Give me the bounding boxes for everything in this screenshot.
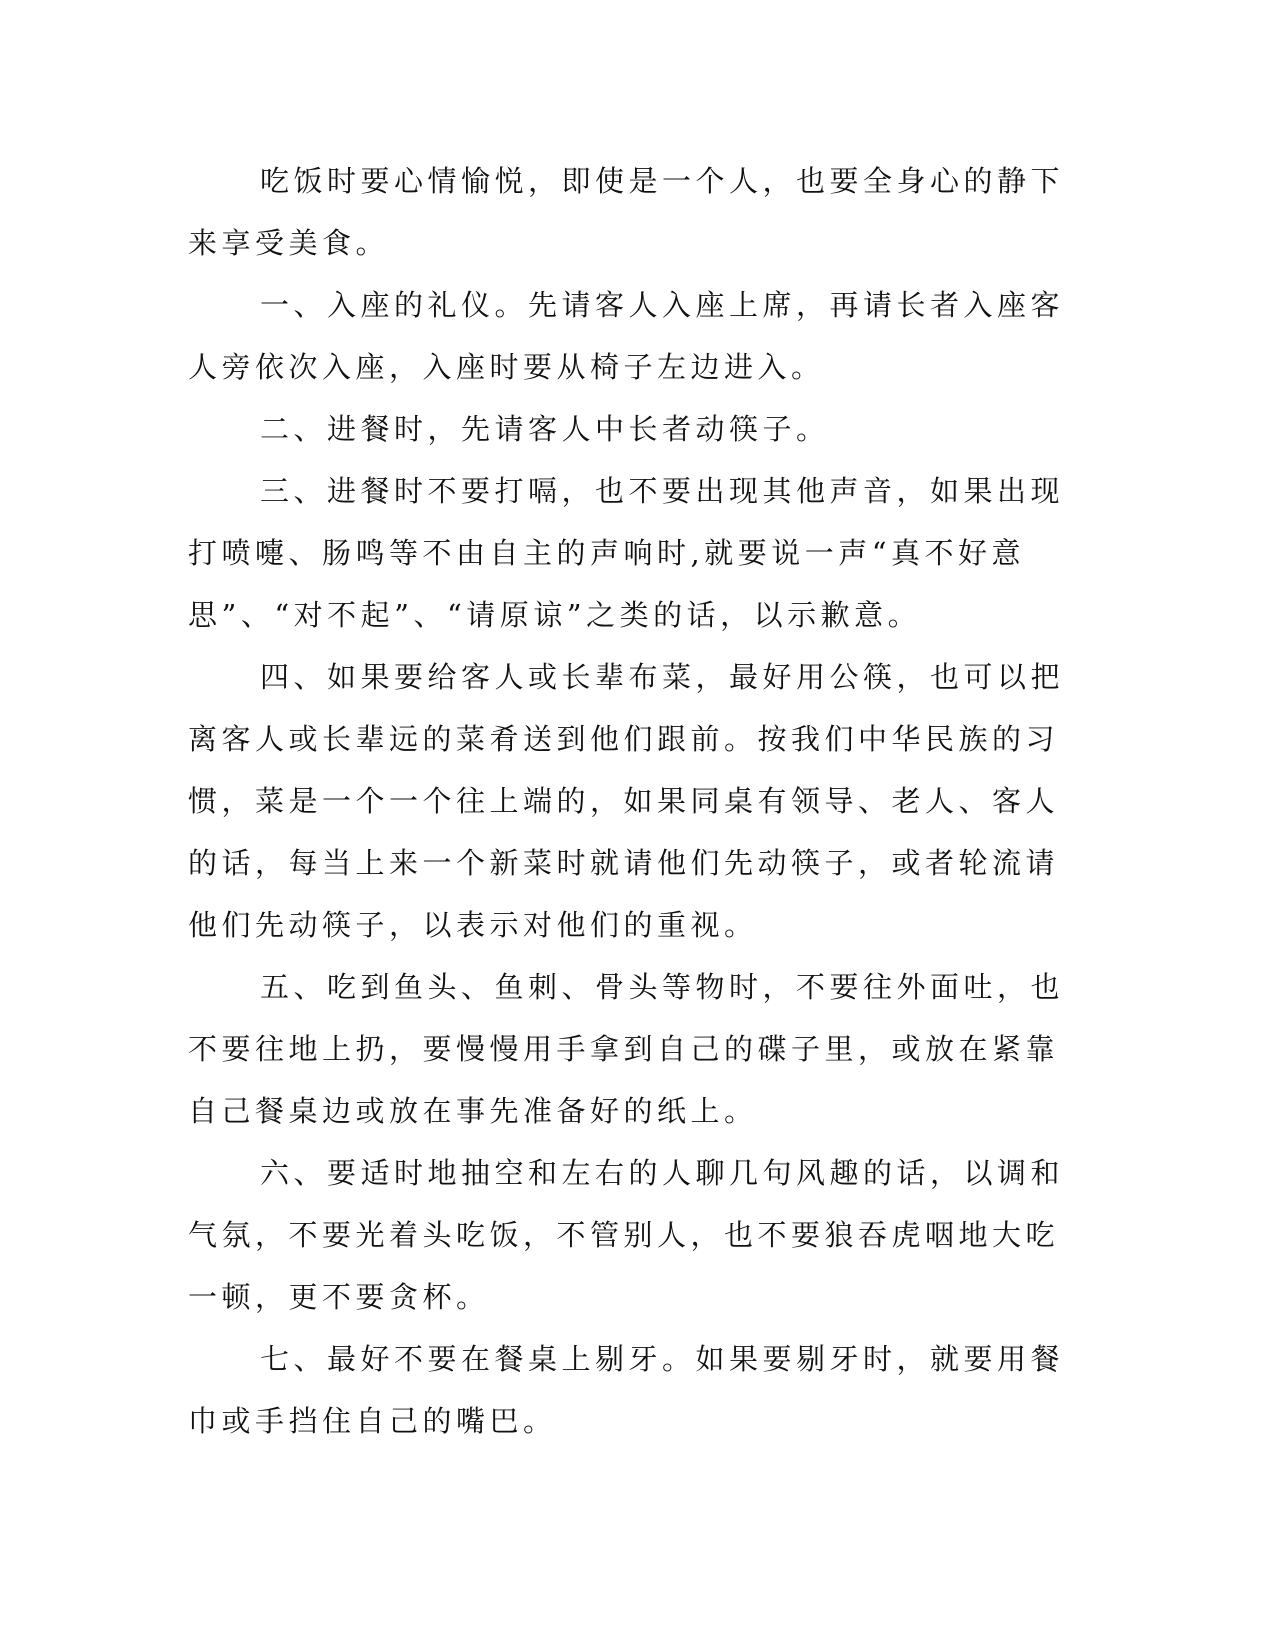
- paragraph-rule-1: 一、入座的礼仪。先请客人入座上席，再请长者入座客人旁依次入座，入座时要从椅子左边进入。: [188, 288, 1065, 384]
- paragraph-rule-2: 二、进餐时，先请客人中长者动筷子。: [260, 412, 830, 446]
- paragraph-rule-6: 六、要适时地抽空和左右的人聊几句风趣的话，以调和气氛，不要光着头吃饭，不管别人，也不要狼吞虎咽地大吃一顿，更不要贪杯。: [188, 1156, 1065, 1314]
- paragraph-rule-4: 四、如果要给客人或长辈布菜，最好用公筷，也可以把离客人或长辈远的菜肴送到他们跟前。按我们中华民族的习惯，菜是一个一个往上端的，如果同桌有领导、老人、客人的话，每当上来一个新菜时就请他们先动筷子，或者轮流请他们先动筷子，以表示对他们的重视。: [188, 660, 1065, 942]
- document-body: [188, 150, 1088, 1452]
- paragraph-rule-7: 七、最好不要在餐桌上剔牙。如果要剔牙时，就要用餐巾或手挡住自己的嘴巴。: [188, 1342, 1065, 1438]
- paragraph-intro: 吃饭时要心情愉悦，即使是一个人，也要全身心的静下来享受美食。: [188, 164, 1065, 260]
- paragraph-rule-5: 五、吃到鱼头、鱼刺、骨头等物时，不要往外面吐，也不要往地上扔，要慢慢用手拿到自己的碟子里，或放在紧靠自己餐桌边或放在事先准备好的纸上。: [188, 970, 1065, 1128]
- paragraph-rule-3: 三、进餐时不要打嗝，也不要出现其他声音，如果出现打喷嚏、肠鸣等不由自主的声响时,就要说一声“真不好意思”、“对不起”、“请原谅”之类的话，以示歉意。: [188, 474, 1065, 632]
